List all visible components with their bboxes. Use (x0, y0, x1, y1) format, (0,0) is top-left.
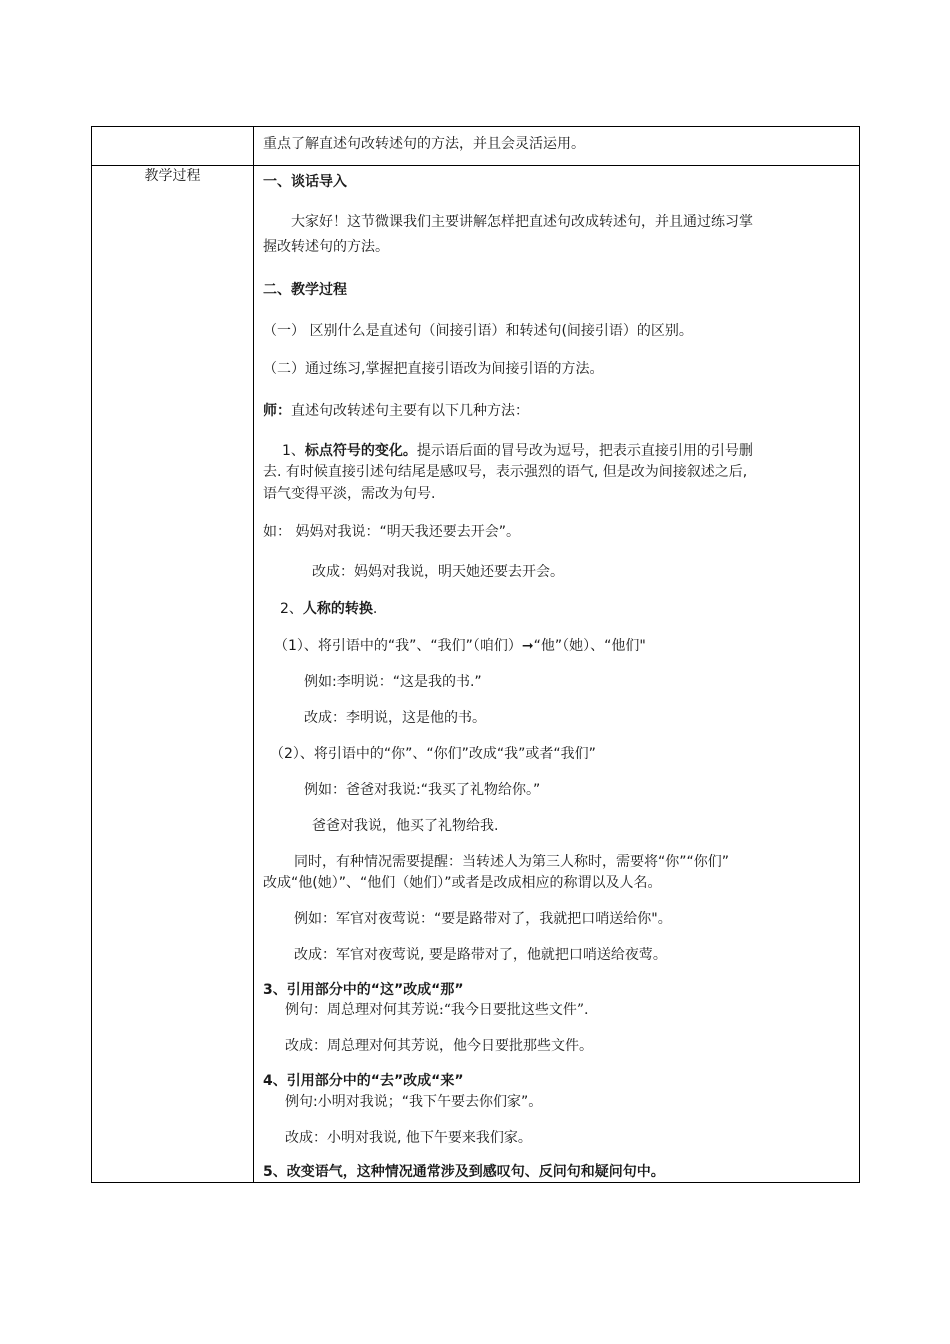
method-2-title: 人称的转换 (302, 601, 373, 617)
method-4-example-change: 改成：小明对我说, 他下午要来我们家。 (285, 1130, 532, 1146)
method-1-title: 标点符号的变化。 (304, 443, 417, 459)
intro-line-2: 握改转述句的方法。 (263, 239, 389, 255)
method-2-example-2-change: 爸爸对我说，他买了礼物给我. (312, 818, 499, 834)
example-1: 如： 妈妈对我说：“明天我还要去开会”。 (263, 524, 520, 540)
method-2-title-line (280, 599, 377, 620)
process-label: 教学过程 (144, 168, 201, 184)
method-4-title: 4、引用部分中的“去”改成“来” (263, 1073, 464, 1089)
teacher-text: 直述句改转述句主要有以下几种方法： (291, 403, 529, 419)
process-content (254, 166, 859, 1182)
section-2-title: 二、教学过程 (263, 282, 347, 298)
method-1-line-2: 去. 有时候直接引述句结尾是感叹号，表示强烈的语气, 但是改为间接叙述之后, (263, 464, 748, 480)
method-1-line-3: 语气变得平淡，需改为句号. (263, 486, 436, 502)
step-2: （二）通过练习,掌握把直接引语改为间接引语的方法。 (263, 361, 604, 377)
method-2-example-2: 例如：爸爸对我说:“我买了礼物给你。” (304, 782, 541, 798)
method-3-example-change: 改成：周总理对何其芳说，他今日要批那些文件。 (285, 1038, 593, 1054)
note-example: 例如：军官对夜莺说：“要是路带对了，我就把口哨送给你"。 (294, 911, 672, 927)
method-4-example: 例句:小明对我说；“我下午要去你们家”。 (285, 1094, 543, 1110)
table-row-goal (92, 127, 860, 166)
method-1-number: 1、 (282, 443, 305, 459)
lesson-plan-table (91, 126, 860, 1183)
note-line-1: 同时，有种情况需要提醒：当转述人为第三人称时，需要将“你”“你们” (294, 854, 730, 870)
method-2-example-1: 例如:李明说：“这是我的书.” (304, 674, 482, 690)
empty-label-cell (92, 127, 254, 166)
section-1-title: 一、谈话导入 (263, 174, 347, 190)
method-2-number: 2、 (280, 601, 303, 617)
method-2-sub-1: （1）、将引语中的“我”、“我们”（咱们）➞“他”（她）、“他们" (274, 638, 646, 654)
method-2-sub-2: （2）、将引语中的“你”、“你们”改成“我”或者“我们” (270, 746, 596, 762)
method-5-title: 5、改变语气，这种情况通常涉及到感叹句、反问句和疑问句中。 (263, 1164, 665, 1180)
method-1-text-a: 提示语后面的冒号改为逗号，把表示直接引用的引号删 (416, 443, 753, 459)
method-2-example-1-change: 改成：李明说，这是他的书。 (304, 710, 486, 726)
table-row-process (92, 166, 860, 1183)
note-example-change: 改成：军官对夜莺说, 要是路带对了，他就把口哨送给夜莺。 (294, 947, 667, 963)
goal-cell (254, 127, 860, 166)
goal-text: 重点了解直述句改转述句的方法，并且会灵活运用。 (263, 136, 585, 152)
teacher-line (263, 401, 529, 422)
intro-line-1: 大家好！这节微课我们主要讲解怎样把直述句改成转述句，并且通过练习掌 (291, 214, 753, 230)
process-content-cell (254, 166, 860, 1183)
teacher-label: 师： (263, 403, 291, 419)
process-label-cell (92, 166, 254, 1183)
step-1: （一） 区别什么是直述句（间接引语）和转述句(间接引语）的区别。 (263, 323, 693, 339)
method-2-dot: . (372, 601, 378, 617)
method-3-title: 3、引用部分中的“这”改成“那” (263, 982, 464, 998)
example-1-change: 改成：妈妈对我说，明天她还要去开会。 (312, 564, 564, 580)
note-line-2: 改成“他(她）”、“他们（她们）”或者是改成相应的称谓以及人名。 (263, 875, 662, 891)
method-3-example: 例句：周总理对何其芳说:“我今日要批这些文件”. (285, 1002, 589, 1018)
method-1-line-1 (282, 441, 753, 462)
